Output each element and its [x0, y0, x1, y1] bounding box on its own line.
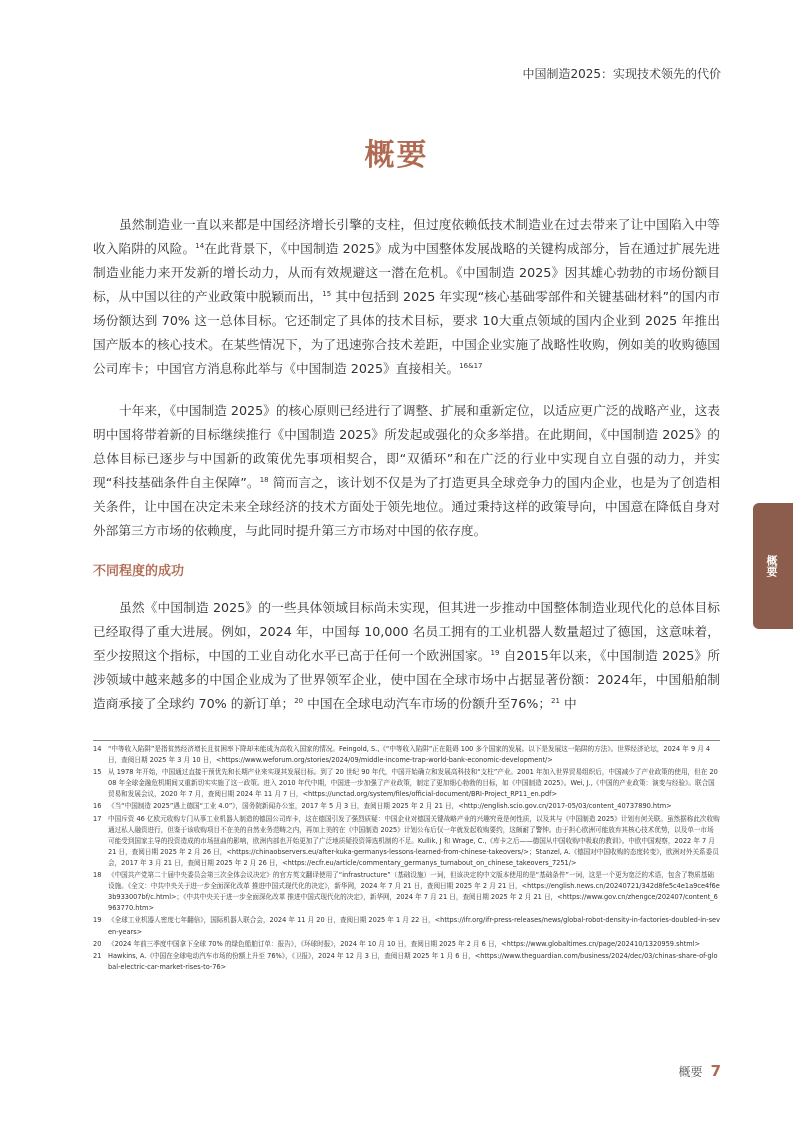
footnote-text[interactable]: Hawkins, A.《中国在全球电动汽车市场的份额上升至 76%》，《卫报》，2024 年 12 月 3 日，查阅日期 2025 年 1 月 6 日，<https://www.theguardian.com/business/2024/dec/03/chinas-share-of-global-electric-car-market-rises-to-76>	[108, 951, 718, 971]
footnotes-list	[93, 744, 720, 974]
footnote-text[interactable]: 从 1978 年开始，中国通过直接干预优先和长期产业来实现其发展目标。到了 20 世纪 90 年代，中国开始确立和发展高科技和“支柱”产业。2001 年加入世界贸易组织后，中国减少了产业政策的使用，但在 2008 年全球金融危机期间又重新切实实施了这一政策。进入 2010 年代中期，中国进一步加强了产业政策，制定了更加细心勃勃的目标，如《中国制造 2025》。Wei, J.,《中国的产业政策：演变与经验》。联合国贸易和发展会议，2020 年 7 月，查阅日期 2024 年 11 月 7 日，<https://unctad.org/system/files/official-document/BRI-Project_RP11_en.pdf>	[108, 768, 718, 799]
footnote-16	[93, 801, 720, 812]
paragraph-3-text-d: 中	[559, 696, 577, 711]
running-header: 中国制造2025：实现技术领先的代价	[522, 67, 721, 81]
footnote-number: 20	[93, 939, 102, 948]
page-number: 7	[710, 1062, 721, 1080]
footnote-ref-15[interactable]: 15	[322, 289, 332, 298]
footnote-number: 19	[93, 916, 102, 925]
paragraph-2-text-b: 简而言之，该计划不仅是为了打造更具全球竞争力的国内企业，也是为了创造相关条件，让中国在决定未来全球经济的技术方面处于领先地位。通过秉持这样的政策导向，中国意在降低自身对外部第三方市场的依赖度，与此同时提升第三方市场对中国的依存度。	[93, 475, 721, 538]
footnote-number: 14	[93, 745, 102, 753]
paragraph-3-text-b: 自2015年以来，《中国制造 2025》所涉领域中越来越多的中国企业成为了世界领军企业，使中国在全球市场中占据显著份额：2024年，中国船舶制造商承接了全球约 70% 的新订单；	[93, 648, 721, 711]
footnote-number: 21	[93, 951, 102, 960]
main-body-3	[93, 596, 720, 716]
subheading-container	[93, 560, 720, 579]
footnote-text[interactable]: 《全球工业机器人密度七年翻倍》，国际机器人联合会，2024 年 11 月 20 日，查阅日期 2025 年 1 月 22 日，<https://ifr.org/ifr-press-releases/news/global-robot-density-in-factories-doubled-in-seven-years>	[108, 916, 721, 936]
footnote-ref-16-17[interactable]: 16&17	[459, 361, 483, 370]
paragraph-3	[93, 596, 720, 716]
paragraph-1-text-c: 其中包括到 2025 年实现“核心基础零部件和关键基础材料”的国内市场份额达到 70% 这一总体目标。它还制定了具体的技术目标，要求 10大重点领域的国内企业到 2025 年推出国产版本的核心技术。在某些情况下，为了迅速弥合技术差距，中国企业实施了战略性收购，例如美的收购德国公司库卡；中国官方消息称此举与《中国制造 2025》直接相关。	[93, 289, 720, 376]
footnote-number: 16	[93, 802, 102, 811]
footnote-19	[93, 915, 720, 937]
paragraph-3-text-a: 虽然《中国制造 2025》的一些具体领域目标尚未实现，但其进一步推动中国整体制造业现代化的总体目标已经取得了重大进展。例如，2024 年，中国每 10,000 名员工拥有的工业机器人数量超过了德国，这意味着，至少按照这个指标，中国的工业自动化水平已高于任何一个欧洲国家。	[93, 600, 720, 663]
page-title: 概要	[364, 138, 429, 173]
footnote-ref-19[interactable]: 19	[490, 648, 500, 657]
footnote-text[interactable]: 《当“中国制造 2025”遇上德国“工业 4.0”》，国务院新闻办公室，2017 年 5 月 3 日，查阅日期 2025 年 2 月 21 日，<http://english.scio.gov.cn/2017-05/03/content_40737890.htm>	[108, 802, 672, 811]
footnote-ref-20[interactable]: 20	[294, 696, 304, 705]
paragraph-3-text-c: 中国在全球电动汽车市场的份额升至76%；	[303, 696, 552, 711]
footer-section-label: 概要	[678, 1065, 703, 1079]
footnote-text[interactable]: 中国斥资 46 亿欧元收购专门从事工业机器人制造的德国公司库卡，这在德国引发了强烈质疑：中国企业对德国关键战略产业的兴趣究竟是何性质，以及其与《中国制造 2025》计划有何关联。虽然据称此次收购通过私人融资进行，但鉴于该收购项目不在美的自然业务范畴之内，再加上美的在《中国制造 2025》计划公布后仅一年就发起收购要约，这颇耐了警钟。由于担心欧洲可能放弃其核心技术优势，以及单一市场可能受到国家主导的投资造成的市场扭曲的影响，欧洲内部也开始更加了广泛地质疑投资筛选机制的不足。Kullik, J 和 Wrage, C.,《库卡之后——德国从中国收购中吸取的教训》。中欧中国观察，2022 年 7 月 21 日，查阅日期 2025 年 2 月 26 日，<https://chinaobservers.eu/after-kuka-germanys-lessons-learned-from-chinese-takeovers/>；Stanzel, A.《德国对中国收购的态度转变》，欧洲对外关系委员会，2017 年 3 月 21 日，查阅日期 2025 年 2 月 26 日，<https://ecfr.eu/article/commentary_germanys_turnabout_on_chinese_takeovers_7251/>	[108, 814, 720, 867]
side-tab-label: 概要	[765, 555, 778, 577]
footnote-number: 17	[93, 814, 102, 823]
footnote-number: 15	[93, 768, 102, 777]
footnote-ref-18[interactable]: 18	[259, 475, 269, 484]
footnote-ref-14[interactable]: 14	[195, 241, 205, 250]
main-body-2	[93, 399, 720, 543]
footnote-text[interactable]: 《中国共产党第二十届中央委员会第三次全体会议决定》的官方英文翻译使用了“infrastructure”（基础设施）一词，但该决定的中文版本使用的是“基础条件”一词，这是一个更为宽泛的术语，包含了物质基础设施。《全文：中共中央关于进一步全面深化改革 推进中国式现代化的决定》，新华网，2024 年 7 月 21 日，查阅日期 2025 年 2 月 21 日，<https://english.news.cn/20240721/342d8fe5c4e1a9ce4f6e3b933007bf/c.html>；《中共中央关于进一步全面深化改革 推进中国式现代化的决定》，新华网，2024 年 7 月 21 日，查阅日期 2025 年 2 月 21 日，<https://www.gov.cn/zhengce/202407/content_6963770.htm>	[108, 871, 720, 913]
footnote-14	[93, 744, 720, 766]
footnote-15	[93, 767, 720, 800]
section-side-tab[interactable]	[753, 503, 793, 629]
main-body	[93, 213, 720, 381]
paragraph-2-text-a: 十年来，《中国制造 2025》的核心原则已经进行了调整、扩展和重新定位，以适应更广泛的战略产业，这表明中国将带着新的目标继续推行《中国制造 2025》所发起或强化的众多举措。在此期间，《中国制造 2025》的总体目标已逐步与中国新的政策优先事项相契合，即“双循环”和在广泛的行业中实现自立自强的动力，并实现“科技基础条件自主保障”。	[93, 403, 720, 490]
paragraph-1-text-b: 在此背景下，《中国制造 2025》成为中国整体发展战略的关键构成部分，旨在通过扩展先进制造业能力来开发新的增长动力，从而有效规避这一潜在危机。《中国制造 2025》因其雄心勃勃的市场份额目标，从中国以往的产业政策中脱颖而出，	[93, 241, 720, 304]
footnote-text[interactable]: “中等收入陷阱”是指贫然经济增长且贫困率下降却未能成为高收入国家的情况。Feingold, S.,《“中等收入陷阱”正在阻碍 100 多个国家的发展。以下是发展这一陷阱的方法》。世界经济论坛，2024 年 9 月 4 日，查阅日期 2025 年 3 月 10 日，<https://www.weforum.org/stories/2024/09/middle-income-trap-world-bank-economic-development/>	[108, 745, 711, 765]
footnote-21	[93, 951, 720, 973]
footnote-18	[93, 870, 720, 914]
paragraph-2	[93, 399, 720, 543]
page-footer	[679, 1062, 721, 1080]
footnote-17	[93, 814, 720, 869]
paragraph-1	[93, 213, 720, 381]
footnote-ref-21[interactable]: 21	[551, 696, 560, 705]
section-subheading: 不同程度的成功	[93, 564, 185, 579]
footnote-divider	[93, 740, 720, 741]
footnote-text[interactable]: 《2024 年前三季度中国拿下全球 70% 的绿色船舶订单：报告》，《环球时报》，2024 年 10 月 10 日，查阅日期 2025 年 2 月 6 日，<https://www.globaltimes.cn/page/202410/1320959.shtml>	[108, 939, 701, 948]
paragraph-1-text-a: 虽然制造业一直以来都是中国经济增长引擎的支柱，但过度依赖低技术制造业在过去带来了让中国陷入中等收入陷阱的风险。	[93, 217, 720, 256]
footnote-20	[93, 939, 720, 950]
footnote-number: 18	[93, 871, 102, 880]
